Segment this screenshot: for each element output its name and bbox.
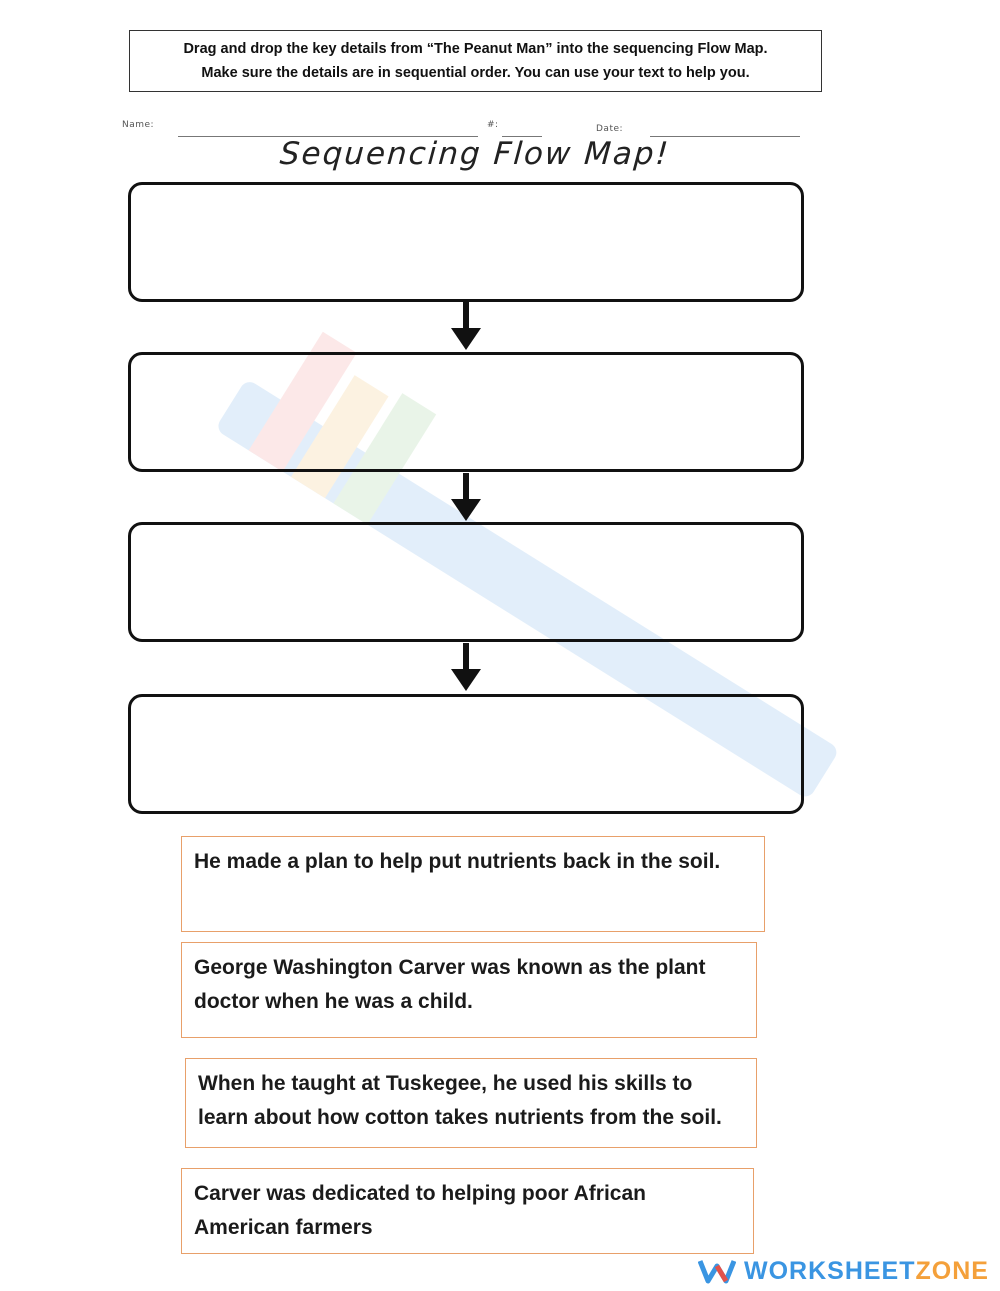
detail-card-2[interactable]: George Washington Carver was known as the plant doctor when he was a child. xyxy=(181,942,757,1038)
instructions-box xyxy=(129,30,822,92)
detail-card-4[interactable]: Carver was dedicated to helping poor African American farmers xyxy=(181,1168,754,1254)
page-title: Sequencing Flow Map! xyxy=(278,136,672,172)
flow-box-2[interactable] xyxy=(128,352,804,472)
arrow-down-icon xyxy=(448,473,484,523)
name-label: Name: xyxy=(122,120,155,130)
arrow-down-icon xyxy=(448,643,484,693)
instructions-line-1: Drag and drop the key details from “The Peanut Man” into the sequencing Flow Map. xyxy=(183,41,768,57)
flow-box-1[interactable] xyxy=(128,182,804,302)
date-label: Date: xyxy=(596,124,624,134)
brand-name xyxy=(744,1257,989,1286)
arrow-down-icon xyxy=(448,302,484,352)
instructions-line-2: Make sure the details are in sequential order. You can use your text to help you. xyxy=(201,65,750,81)
number-label: #: xyxy=(487,120,499,130)
detail-card-3[interactable]: When he taught at Tuskegee, he used his skills to learn about how cotton takes nutrients from the soil. xyxy=(185,1058,757,1148)
brand-name-part2: ZONE xyxy=(915,1256,989,1285)
brand-name-part1: WORKSHEET xyxy=(744,1256,916,1285)
worksheetzone-logo-icon xyxy=(698,1258,736,1284)
flow-box-3[interactable] xyxy=(128,522,804,642)
flow-box-4[interactable] xyxy=(128,694,804,814)
brand-logo xyxy=(698,1255,989,1287)
detail-card-1[interactable]: He made a plan to help put nutrients back in the soil. xyxy=(181,836,765,932)
